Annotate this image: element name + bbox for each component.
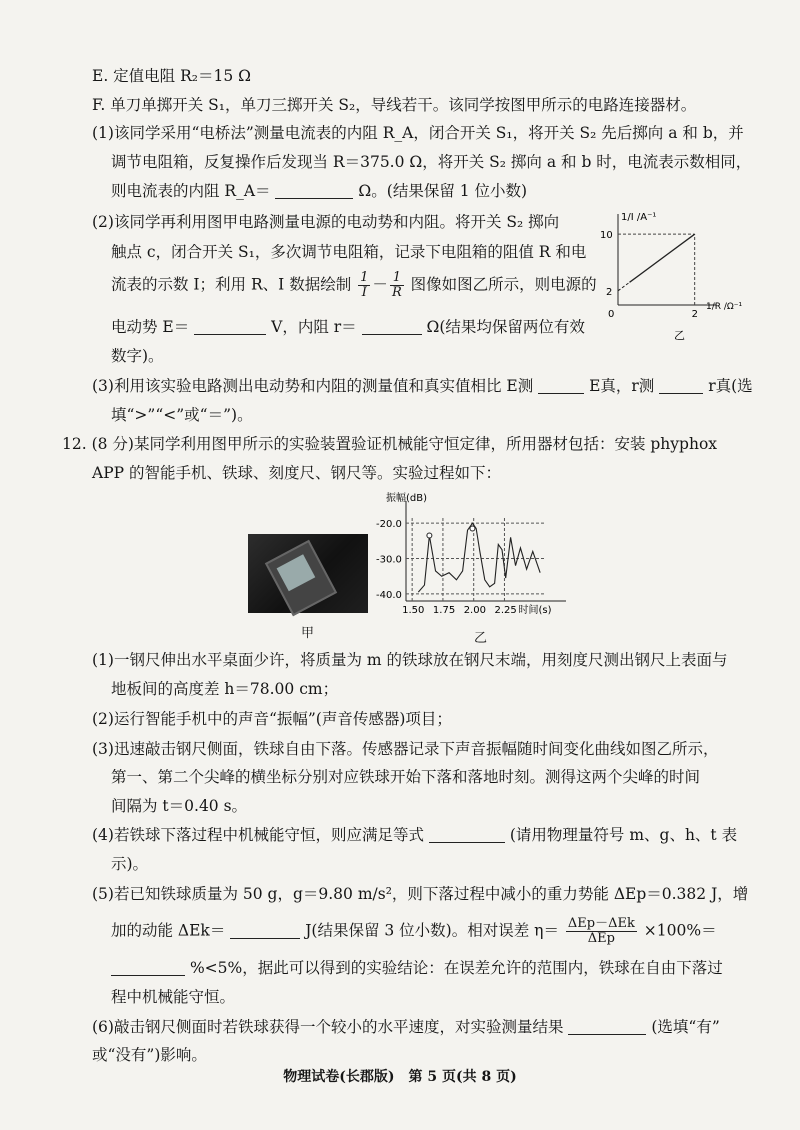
s3-line-1: (3)迅速敲击钢尺侧面，铁球自由下落。传感器记录下声音振幅随时间变化曲线如图乙所示， (92, 740, 719, 758)
option-f: F. 单刀单掷开关 S₁，单刀三掷开关 S₂，导线若干。该同学按图甲所示的电路连接器材。 (92, 96, 697, 114)
q2-r-pre: V，内阻 r＝ (271, 318, 357, 336)
data-line (630, 234, 695, 282)
q3-text-mid2: r真(选 (708, 377, 753, 395)
s6-blank[interactable] (568, 1018, 646, 1035)
s6-text-post: (选填“有” (651, 1018, 720, 1036)
eta-denominator: ΔEp (587, 931, 615, 946)
peak-marker (427, 533, 432, 538)
q3-text-mid1: E真，r测 (589, 377, 655, 395)
amplitude-chart (372, 493, 572, 628)
x-axis-label: 1/R /Ω⁻¹ (706, 302, 743, 312)
inv-i-den: I (361, 285, 367, 300)
s6-line-1 (92, 1015, 720, 1039)
caption-jia: 甲 (301, 626, 315, 641)
y-axis-label: 振幅(dB) (386, 493, 428, 504)
inv-r-den: R (391, 285, 402, 300)
y-tick-label: 10 (600, 230, 613, 242)
s1-line-2: 地板间的高度差 h＝78.00 cm； (111, 680, 339, 698)
s3-line-2: 第一、第二个尖峰的横坐标分别对应铁球开始下落和落地时刻。测得这两个尖峰的时间 (111, 768, 701, 786)
y-tick-label: -20.0 (376, 519, 402, 531)
s5-conclusion: %<5%，据此可以得到的实验结论：在误差允许的范围内，铁球在自由下落过 (189, 959, 723, 977)
caption-yi: 乙 (474, 631, 488, 646)
x-tick-label: 2.25 (494, 605, 517, 616)
y-tick-label: -30.0 (376, 554, 402, 566)
s3-line-3: 间隔为 t＝0.40 s。 (111, 797, 248, 815)
x-tick-label: 1.75 (432, 605, 456, 616)
s4-text-pre: (4)若铁球下落过程中机械能守恒，则应满足等式 (92, 826, 424, 844)
eta-fraction (566, 917, 637, 946)
q1-text-pre: 则电流表的内阻 R_A＝ (111, 182, 271, 200)
page-footer: 物理试卷(长郡版) 第 5 页(共 8 页) (283, 1069, 517, 1085)
x-tick-label: 2.00 (463, 605, 486, 616)
q2-line-4 (111, 315, 585, 339)
s4-equation-blank[interactable] (429, 826, 505, 843)
q3-line-1 (92, 374, 753, 398)
extrapolated-segment (618, 282, 630, 291)
q3-r-blank[interactable] (659, 377, 703, 394)
q1-text-post: Ω。(结果保留 1 位小数) (358, 182, 528, 200)
q1-line-3 (111, 179, 527, 203)
s2-line: (2)运行智能手机中的声音“振幅”(声音传感器)项目； (92, 710, 452, 728)
q2-line-5: 数字)。 (111, 347, 164, 365)
s6-line-2: 或“没有”)影响。 (92, 1046, 207, 1064)
q2-line-2: 触点 c，闭合开关 S₁，多次调节电阻箱，记录下电阻箱的阻值 R 和电 (111, 243, 587, 261)
q3-text-pre: (3)利用该实验电路测出电动势和内阻的测量值和真实值相比 E测 (92, 377, 534, 395)
q1-ra-blank[interactable] (275, 182, 353, 199)
inverse-current-chart (596, 210, 743, 345)
s4-line-1 (92, 823, 737, 847)
s5-line-3 (111, 956, 723, 980)
q2-text-tail: Ω(结果均保留两位有效 (426, 318, 585, 336)
s4-line-2: 示)。 (111, 855, 149, 873)
s4-text-post: (请用物理量符号 m、g、h、t 表 (509, 826, 738, 844)
q2-r-blank[interactable] (362, 318, 422, 335)
s5-error-blank[interactable] (111, 959, 185, 976)
q1-line-1: (1)该同学采用“电桥法”测量电流表的内阻 R_A，闭合开关 S₁，将开关 S₂ 先后掷向 a 和 b，并 (92, 124, 744, 142)
phone-image (265, 540, 337, 616)
q2-text-pre: 流表的示数 I；利用 R、I 数据绘制 (111, 275, 352, 294)
x-tick-label: 1.50 (402, 605, 425, 616)
s5-line-4: 程中机械能守恒。 (111, 988, 236, 1006)
chart-caption: 乙 (674, 329, 685, 342)
phone-photo (248, 534, 368, 613)
inv-r-fraction (390, 271, 404, 300)
p12-line-1: 12. (8 分)某同学利用图甲所示的实验装置验证机械能守恒定律，所用器材包括：安装 phyphox (62, 435, 718, 453)
inv-i-num: 1 (360, 270, 369, 285)
s5-eta-post: ×100%＝ (643, 921, 717, 940)
y-tick-label: -40.0 (376, 589, 402, 601)
q2-text-post: 图像如图乙所示，则电源的 (410, 275, 597, 294)
s5-ek-blank[interactable] (230, 922, 300, 939)
amplitude-curve (418, 523, 540, 592)
q2-e-pre: 电动势 E＝ (111, 318, 190, 336)
eta-numerator: ΔEp－ΔEk (567, 916, 635, 931)
origin-tick: 0 (608, 309, 615, 320)
s5-line-1: (5)若已知铁球质量为 50 g，g＝9.80 m/s²，则下落过程中减小的重力势能 ΔEp＝0.382 J，增 (92, 885, 749, 903)
y-tick-label: 2 (606, 286, 613, 298)
p12-line-2: APP 的智能手机、铁球、刻度尺、钢尺等。实验过程如下： (92, 464, 501, 482)
q2-emf-blank[interactable] (194, 318, 266, 335)
q1-line-2: 调节电阻箱，反复操作后发现当 R＝375.0 Ω，将开关 S₂ 掷向 a 和 b 时，电流表示数相同， (111, 153, 752, 171)
x-tick-label: 2 (691, 309, 699, 320)
option-e: E. 定值电阻 R₂＝15 Ω (92, 67, 251, 85)
y-axis-label: 1/I /A⁻¹ (621, 212, 657, 223)
peak-marker (470, 526, 475, 531)
s5-ek-pre: 加的动能 ΔEk＝ (111, 921, 226, 940)
s1-line-1: (1)一钢尺伸出水平桌面少许，将质量为 m 的铁球放在钢尺末端，用刻度尺测出钢尺上表面与 (92, 651, 728, 669)
q3-line-2: 填“>”“<”或“＝”)。 (111, 406, 253, 424)
s6-text-pre: (6)敲击钢尺侧面时若铁球获得一个较小的水平速度，对实验测量结果 (92, 1018, 564, 1036)
s5-line-2 (111, 917, 717, 946)
q2-line-3 (111, 271, 597, 300)
s5-eta-pre: J(结果保留 3 位小数)。相对误差 η＝ (305, 921, 559, 940)
inv-r-num: 1 (390, 271, 404, 286)
inv-i-fraction (358, 271, 370, 300)
minus-sign: － (372, 275, 388, 294)
q3-e-blank[interactable] (538, 377, 584, 394)
x-axis-label: 时间(s) (518, 605, 552, 616)
q2-line-1: (2)该同学再利用图甲电路测量电源的电动势和内阻。将开关 S₂ 掷向 (92, 213, 560, 231)
